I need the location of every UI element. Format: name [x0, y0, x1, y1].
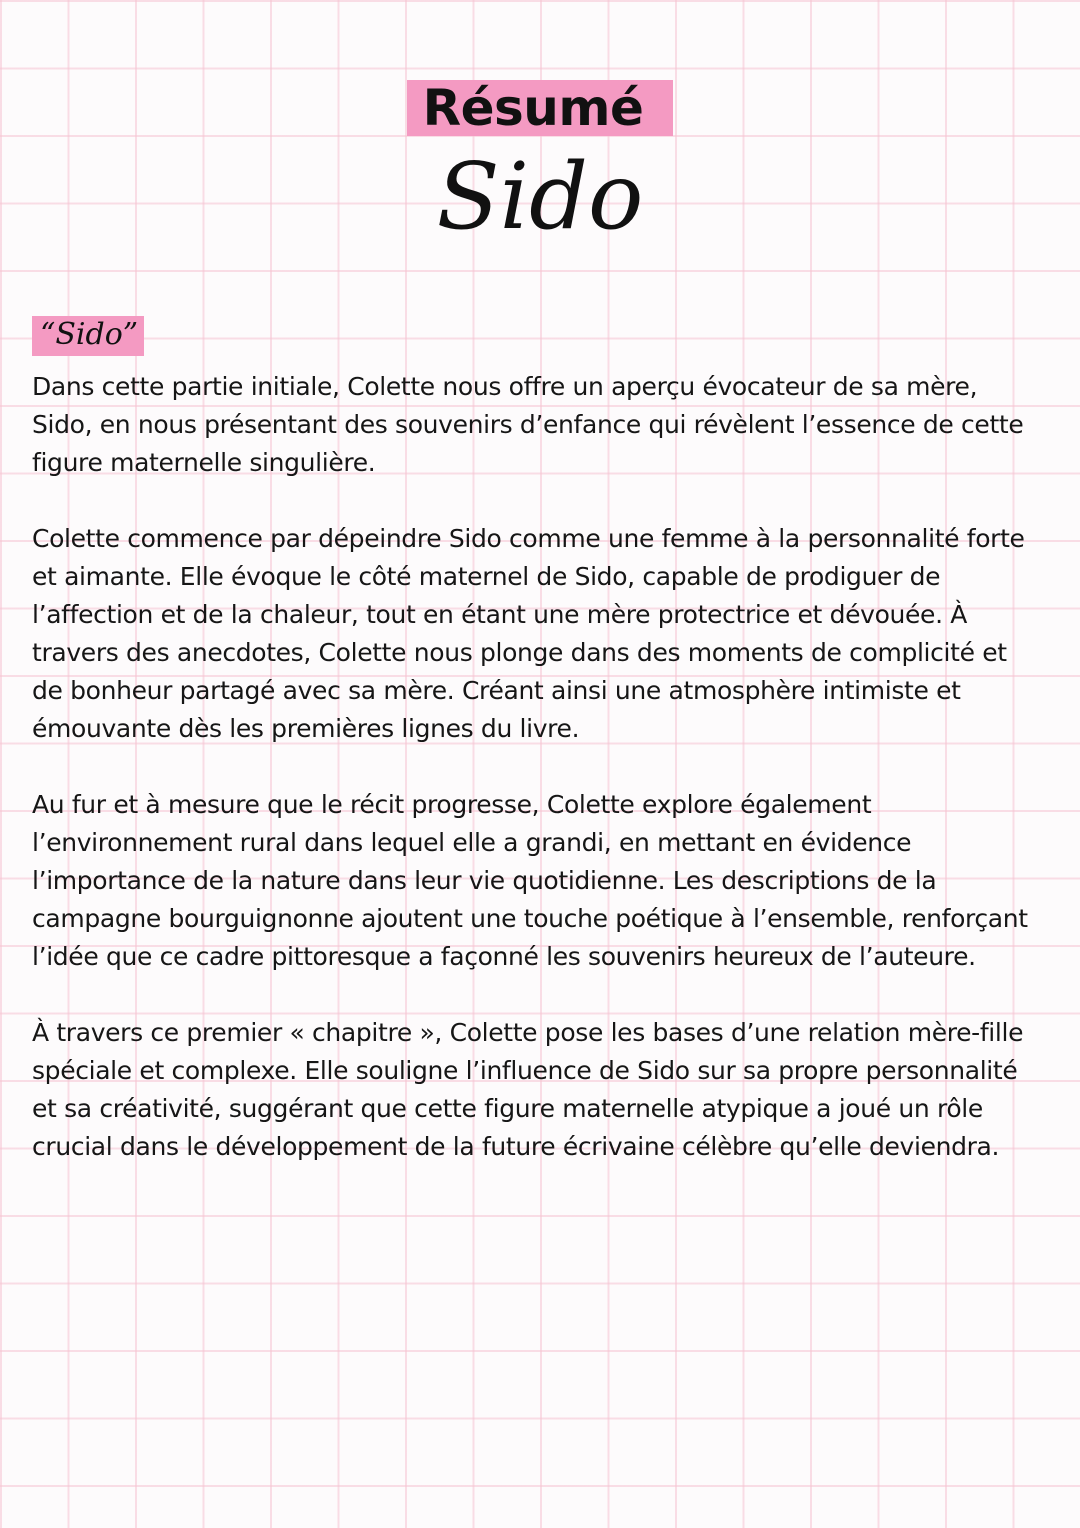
paragraph-2: Colette commence par dépeindre Sido comme une femme à la personnalité forte et aimante. Elle évoque le côté maternel de Sido, capable de prodiguer de l’affection et de la chaleur, tout en étant une mère protectrice et dévouée. À travers des anecdotes, Colette nous plonge dans des moments de complicité et de bonheur partagé avec sa mère. Créant ainsi une atmosphère intimiste et émouvante dès les premières lignes du livre.	[32, 524, 1025, 743]
page-subtitle: Sido	[436, 143, 644, 250]
paragraph-4: À travers ce premier « chapitre », Colette pose les bases d’une relation mère-fille spéciale et complexe. Elle souligne l’influence de Sido sur sa propre personnalité et sa créativité, suggérant que cette figure maternelle atypique a joué un rôle crucial dans le développement de la future écrivaine célèbre qu’elle deviendra.	[32, 1018, 1024, 1161]
section-tag: “Sido”	[32, 316, 144, 356]
summary-body	[32, 368, 1042, 1204]
paragraph-3: Au fur et à mesure que le récit progresse, Colette explore également l’environnement rural dans lequel elle a grandi, en mettant en évidence l’importance de la nature dans leur vie quotidienne. Les descriptions de la campagne bourguignonne ajoutent une touche poétique à l’ensemble, renforçant l’idée que ce cadre pittoresque a façonné les souvenirs heureux de l’auteure.	[32, 790, 1028, 971]
page-title: Résumé	[407, 80, 674, 136]
paragraph-1: Dans cette partie initiale, Colette nous offre un aperçu évocateur de sa mère, Sido, en nous présentant des souvenirs d’enfance qui révèlent l’essence de cette figure maternelle singulière.	[32, 372, 1024, 477]
title-block	[0, 80, 1080, 136]
